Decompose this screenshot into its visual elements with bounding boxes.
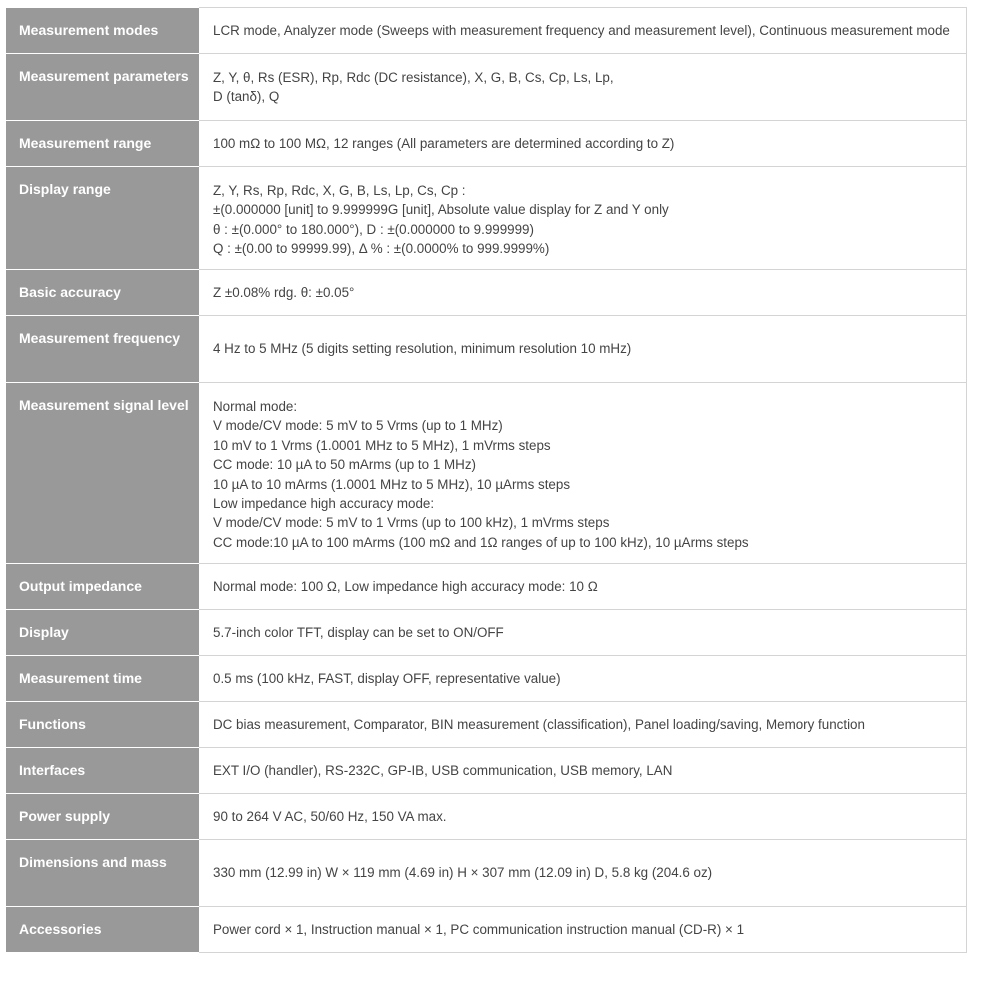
spec-value <box>199 8 967 54</box>
spec-value-line: θ : ±(0.000° to 180.000°), D : ±(0.000000 to 9.999999) <box>213 221 534 237</box>
spec-row-measurement-modes <box>6 8 967 54</box>
spec-label: Output impedance <box>6 564 199 610</box>
spec-row-display-range <box>6 167 967 270</box>
spec-value <box>199 383 967 564</box>
spec-row-measurement-frequency <box>6 316 967 383</box>
spec-value <box>199 167 967 270</box>
spec-value-line: 0.5 ms (100 kHz, FAST, display OFF, representative value) <box>213 670 561 686</box>
spec-row-measurement-time <box>6 656 967 702</box>
spec-value <box>199 564 967 610</box>
spec-value-line: ±(0.000000 [unit] to 9.999999G [unit], Absolute value display for Z and Y only <box>213 202 669 218</box>
spec-label: Measurement parameters <box>6 54 199 121</box>
spec-value-line: DC bias measurement, Comparator, BIN measurement (classification), Panel loading/saving, Memory function <box>213 716 865 732</box>
spec-label: Measurement modes <box>6 8 199 54</box>
spec-row-basic-accuracy <box>6 270 967 316</box>
spec-value-line: 10 µA to 10 mArms (1.0001 MHz to 5 MHz), 10 µArms steps <box>213 476 571 492</box>
spec-label: Basic accuracy <box>6 270 199 316</box>
spec-value <box>199 794 967 840</box>
spec-value-line: Z, Y, Rs, Rp, Rdc, X, G, B, Ls, Lp, Cs, Cp : <box>213 183 466 198</box>
spec-value-line: CC mode: 10 µA to 50 mArms (up to 1 MHz) <box>213 457 476 473</box>
spec-label: Measurement signal level <box>6 383 199 564</box>
spec-row-dimensions-and-mass <box>6 840 967 907</box>
spec-value <box>199 54 967 121</box>
spec-value-line: Normal mode: <box>213 399 298 414</box>
spec-value-line: Z ±0.08% rdg. θ: ±0.05° <box>213 284 355 300</box>
spec-value-line: Low impedance high accuracy mode: <box>213 496 435 512</box>
spec-label: Display range <box>6 167 199 270</box>
spec-value-line: LCR mode, Analyzer mode (Sweeps with measurement frequency and measurement level), Continuous measurement mode <box>213 22 950 38</box>
spec-value <box>199 610 967 656</box>
spec-label: Measurement frequency <box>6 316 199 383</box>
spec-label: Interfaces <box>6 748 199 794</box>
spec-value <box>199 316 967 383</box>
spec-row-display <box>6 610 967 656</box>
spec-value-line: EXT I/O (handler), RS-232C, GP-IB, USB communication, USB memory, LAN <box>213 762 673 778</box>
spec-value <box>199 656 967 702</box>
spec-value <box>199 748 967 794</box>
spec-value-line: 5.7-inch color TFT, display can be set to ON/OFF <box>213 624 504 640</box>
spec-value <box>199 702 967 748</box>
spec-table <box>6 7 967 953</box>
spec-value-line: Z, Y, θ, Rs (ESR), Rp, Rdc (DC resistance), X, G, B, Cs, Cp, Ls, Lp, <box>213 70 614 85</box>
spec-value-line: Q : ±(0.00 to 99999.99), Δ % : ±(0.0000% to 999.9999%) <box>213 241 550 257</box>
spec-label: Measurement time <box>6 656 199 702</box>
spec-row-output-impedance <box>6 564 967 610</box>
spec-value <box>199 907 967 953</box>
spec-label: Dimensions and mass <box>6 840 199 907</box>
spec-label: Measurement range <box>6 121 199 167</box>
spec-row-measurement-signal-level <box>6 383 967 564</box>
spec-value-line: 4 Hz to 5 MHz (5 digits setting resolution, minimum resolution 10 mHz) <box>213 341 632 357</box>
spec-row-interfaces <box>6 748 967 794</box>
spec-value-line: 330 mm (12.99 in) W × 119 mm (4.69 in) H × 307 mm (12.09 in) D, 5.8 kg (204.6 oz) <box>213 865 713 881</box>
spec-value-line: V mode/CV mode: 5 mV to 1 Vrms (up to 100 kHz), 1 mVrms steps <box>213 515 610 531</box>
spec-value <box>199 121 967 167</box>
spec-label: Accessories <box>6 907 199 953</box>
spec-label: Power supply <box>6 794 199 840</box>
spec-value-line: V mode/CV mode: 5 mV to 5 Vrms (up to 1 MHz) <box>213 418 503 434</box>
spec-row-measurement-parameters <box>6 54 967 121</box>
spec-row-accessories <box>6 907 967 953</box>
spec-value <box>199 270 967 316</box>
spec-row-measurement-range <box>6 121 967 167</box>
spec-value-line: 100 mΩ to 100 MΩ, 12 ranges (All parameters are determined according to Z) <box>213 135 675 151</box>
spec-label: Functions <box>6 702 199 748</box>
spec-value-line: 10 mV to 1 Vrms (1.0001 MHz to 5 MHz), 1 mVrms steps <box>213 437 551 453</box>
spec-value-line: 90 to 264 V AC, 50/60 Hz, 150 VA max. <box>213 808 447 824</box>
spec-value-line: D (tanδ), Q <box>213 89 280 105</box>
spec-row-functions <box>6 702 967 748</box>
spec-value-line: Normal mode: 100 Ω, Low impedance high accuracy mode: 10 Ω <box>213 578 598 594</box>
spec-label: Display <box>6 610 199 656</box>
spec-row-power-supply <box>6 794 967 840</box>
spec-value <box>199 840 967 907</box>
spec-value-line: CC mode:10 µA to 100 mArms (100 mΩ and 1Ω ranges of up to 100 kHz), 10 µArms steps <box>213 534 749 550</box>
spec-value-line: Power cord × 1, Instruction manual × 1, PC communication instruction manual (CD-R) × 1 <box>213 921 745 937</box>
